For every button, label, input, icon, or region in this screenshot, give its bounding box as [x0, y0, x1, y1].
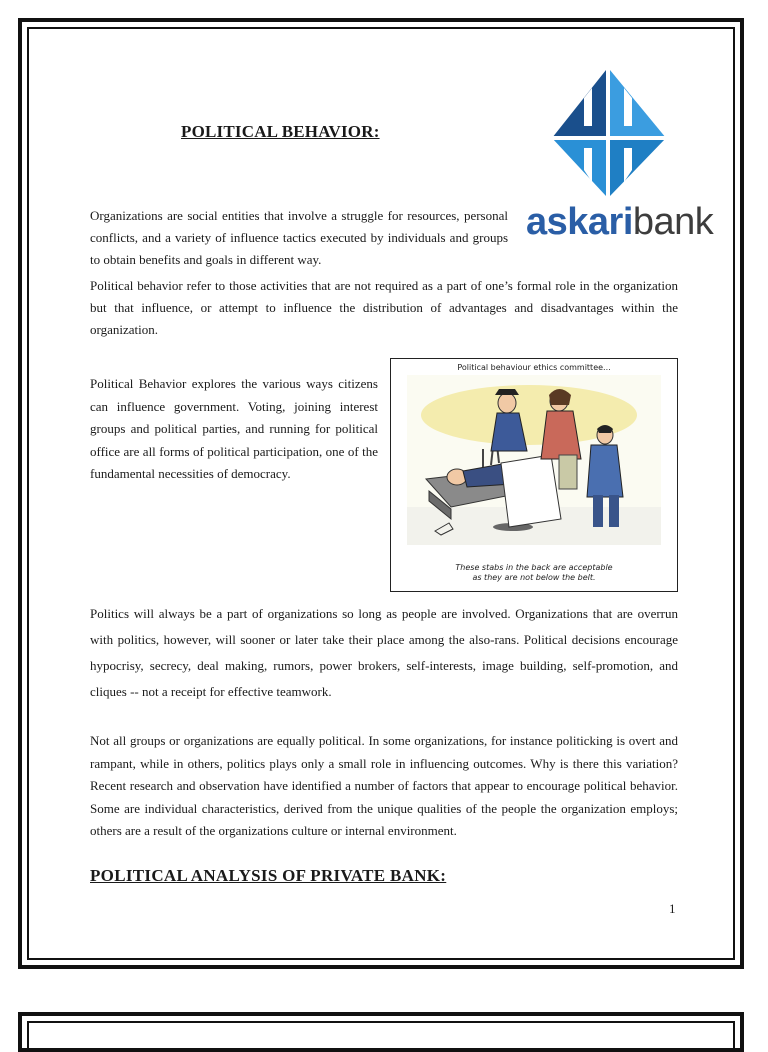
- paragraph-variation: Not all groups or organizations are equally political. In some organizations, for instance politicking is overt and rampant, while in others, politics plays only a small role in influencing outcomes. Why is there this variation? Recent research and observation have identified a number of factors that appear to encourage political behavior. Some are individual characteristics, derived from the unique qualities of the people the organization employs; others are a result of the organizations culture or internal environment.: [90, 733, 678, 838]
- wordmark-bank: bank: [632, 201, 714, 243]
- paragraph-politics: Politics will always be a part of organizations so long as people are involved. Organizations that are overrun with politics, however, will sooner or later take their place among the also-rans. Political decisions encourage hypocrisy, secrecy, deal making, rumors, power brokers, self-interests, image building, self-promotion, and cliques -- not a receipt for effective teamwork.: [90, 606, 678, 699]
- paragraph-organizations: Organizations are social entities that involve a struggle for resources, personal conflicts, and a variety of influence tactics executed by individuals and groups to obtain benefits and goals in different way.: [90, 208, 508, 267]
- askari-bank-wordmark: [526, 200, 713, 244]
- cartoon-caption: [391, 563, 677, 583]
- cartoon-caption-line-1: These stabs in the back are acceptable: [455, 563, 613, 572]
- cartoon-illustration-icon: [391, 359, 679, 593]
- page-heading: POLITICAL BEHAVIOR:: [181, 122, 380, 141]
- section-heading-private-bank: POLITICAL ANALYSIS OF PRIVATE BANK:: [90, 866, 447, 885]
- cartoon-title: Political behaviour ethics committee...: [457, 363, 611, 372]
- cartoon-caption-line-2: as they are not below the belt.: [472, 573, 596, 582]
- paragraph-citizens: Political Behavior explores the various ways citizens can influence government. Voting, joining interest groups and political parties, and running for political office are all forms of political participation, one of the fundamental necessities of democracy.: [90, 376, 378, 481]
- ethics-committee-cartoon: [390, 358, 678, 592]
- wordmark-askari: askari: [526, 201, 633, 243]
- paragraph-definition: Political behavior refer to those activities that are not required as a part of one’s formal role in the organization but that influence, or attempt to influence the distribution of advantages and disadvantages within the organization.: [90, 278, 678, 337]
- page-number: 1: [669, 901, 676, 916]
- next-page-border-inner: [27, 1021, 735, 1051]
